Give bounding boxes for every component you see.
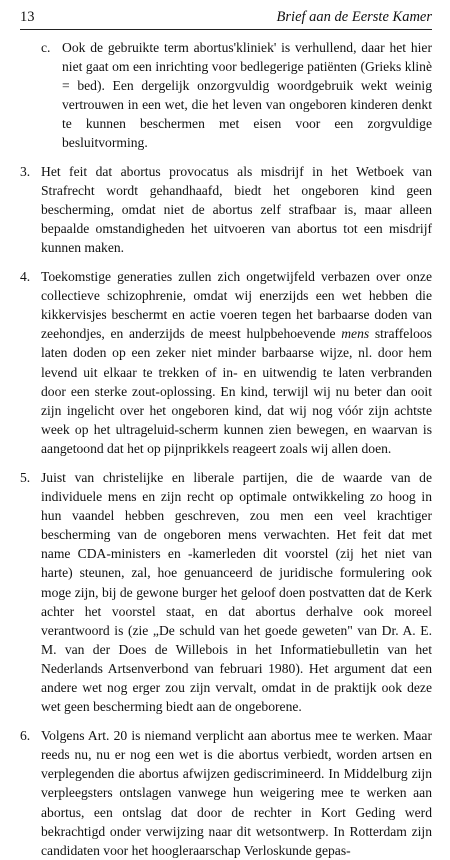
list-item-3: [20, 162, 432, 257]
item-number: c.: [41, 40, 51, 55]
item-text-end: straffeloos laten doden op een zeker niet minder barbaarse wijze, nl. door hem levend uit elkaar te trekken of in- en uitwendig te laten verbranden door een sterke zout-oplossing. En kind, terwijl wij nu beter dan ooit zijn ingelicht over het ongeboren kind, dat wij nog vóór zijn achtste week op het ultrageluid-scherm kunnen zien bewegen, en waarvan is aangetoond dat het op pijnprikkels reageert zoals wij allen doen.: [41, 326, 432, 456]
running-header: [20, 8, 432, 26]
item-text: Volgens Art. 20 is niemand verplicht aan abortus mee te werken. Maar reeds nu, nu er nog een wet is die abortus verbiedt, worden artsen en verplegenden die abortus afwijzen gediscrimineerd. In Middelburg zijn verpleegsters ontslagen vanwege hun weigering mee te werken aan abortus, een ontslag dat door de rechter in Kort Geding werd bekrachtigd onder verwijzing naar dit wetsontwerp. In Rotterdam zijn candidaten voor het hoogleraarschap Verloskunde gepas-: [41, 728, 432, 858]
list-item-c: [41, 38, 432, 153]
item-number: 3.: [20, 163, 31, 179]
document-body: [20, 38, 432, 860]
list-item-6: [20, 726, 432, 860]
item-text-start: Toekomstige generaties zullen zich ongetwijfeld verbazen over onze collectieve schizophrenie, omdat wij enerzijds een wet hebben die kikkervisjes beschermt en actie voeren tegen het barbaarse doden van zeehondjes, en anderzijds de meest hulpbehoevende: [41, 269, 432, 342]
list-item-5: [20, 468, 432, 716]
header-rule: [20, 29, 432, 30]
item-number: 4.: [20, 269, 31, 285]
item-number: 6.: [20, 728, 31, 744]
list-item-4: [20, 267, 432, 458]
item-text: Juist van christelijke en liberale partijen, die de waarde van de individuele mens en zijn recht op optimale ontwikkeling zo hoog in hun vaandel hebben geschreven, zou men een veel krachtiger bescherming van de ongeboren mens verwachten. Het feit dat met name CDA-ministers en -kamerleden dit voorstel (zij het niet van harte) steunen, zal, hoe genuanceerd de juridische formulering ook moge zijn, bij de gewone burger het geloof doen postvatten dat de Kerk achter het voorstel staat, en dat abortus derhalve ook moreel verantwoord is (zie „De schuld van het goede geweten" van Dr. A. E. M. van der Does de Willebois in het Informatiebulletin van het Nederlands Artsenverbond van februari 1980). Het argument dat een andere wet nog erger zou zijn vervalt, omdat in de praktijk ook deze wet geen bescherming biedt aan de ongeborene.: [41, 469, 432, 715]
item-number: 5.: [20, 469, 31, 485]
item-text: Ook de gebruikte term abortus'kliniek' is verhullend, daar het hier niet gaat om een inrichting voor bedlegerige patiënten (Grieks klinè = bed). Een dergelijk onzorgvuldig woordgebruik wekt weinig vertrouwen in een wet, die het leven van ongeboren kinderen denkt te kunnen beschermen met eisen voor een zorgvuldige besluitvorming.: [62, 40, 432, 151]
item-text: Het feit dat abortus provocatus als misdrijf in het Wetboek van Strafrecht wordt gehandhaafd, biedt het ongeboren kind geen bescherming, omdat niet de abortus zelf strafbaar is, maar alleen bepaalde omstandigheden het uitvoeren van abortus tot een misdrijf kunnen maken.: [41, 163, 432, 255]
running-title: Brief aan de Eerste Kamer: [276, 9, 432, 25]
emphasized-word: mens: [341, 326, 370, 342]
page-number: 13: [20, 9, 35, 25]
